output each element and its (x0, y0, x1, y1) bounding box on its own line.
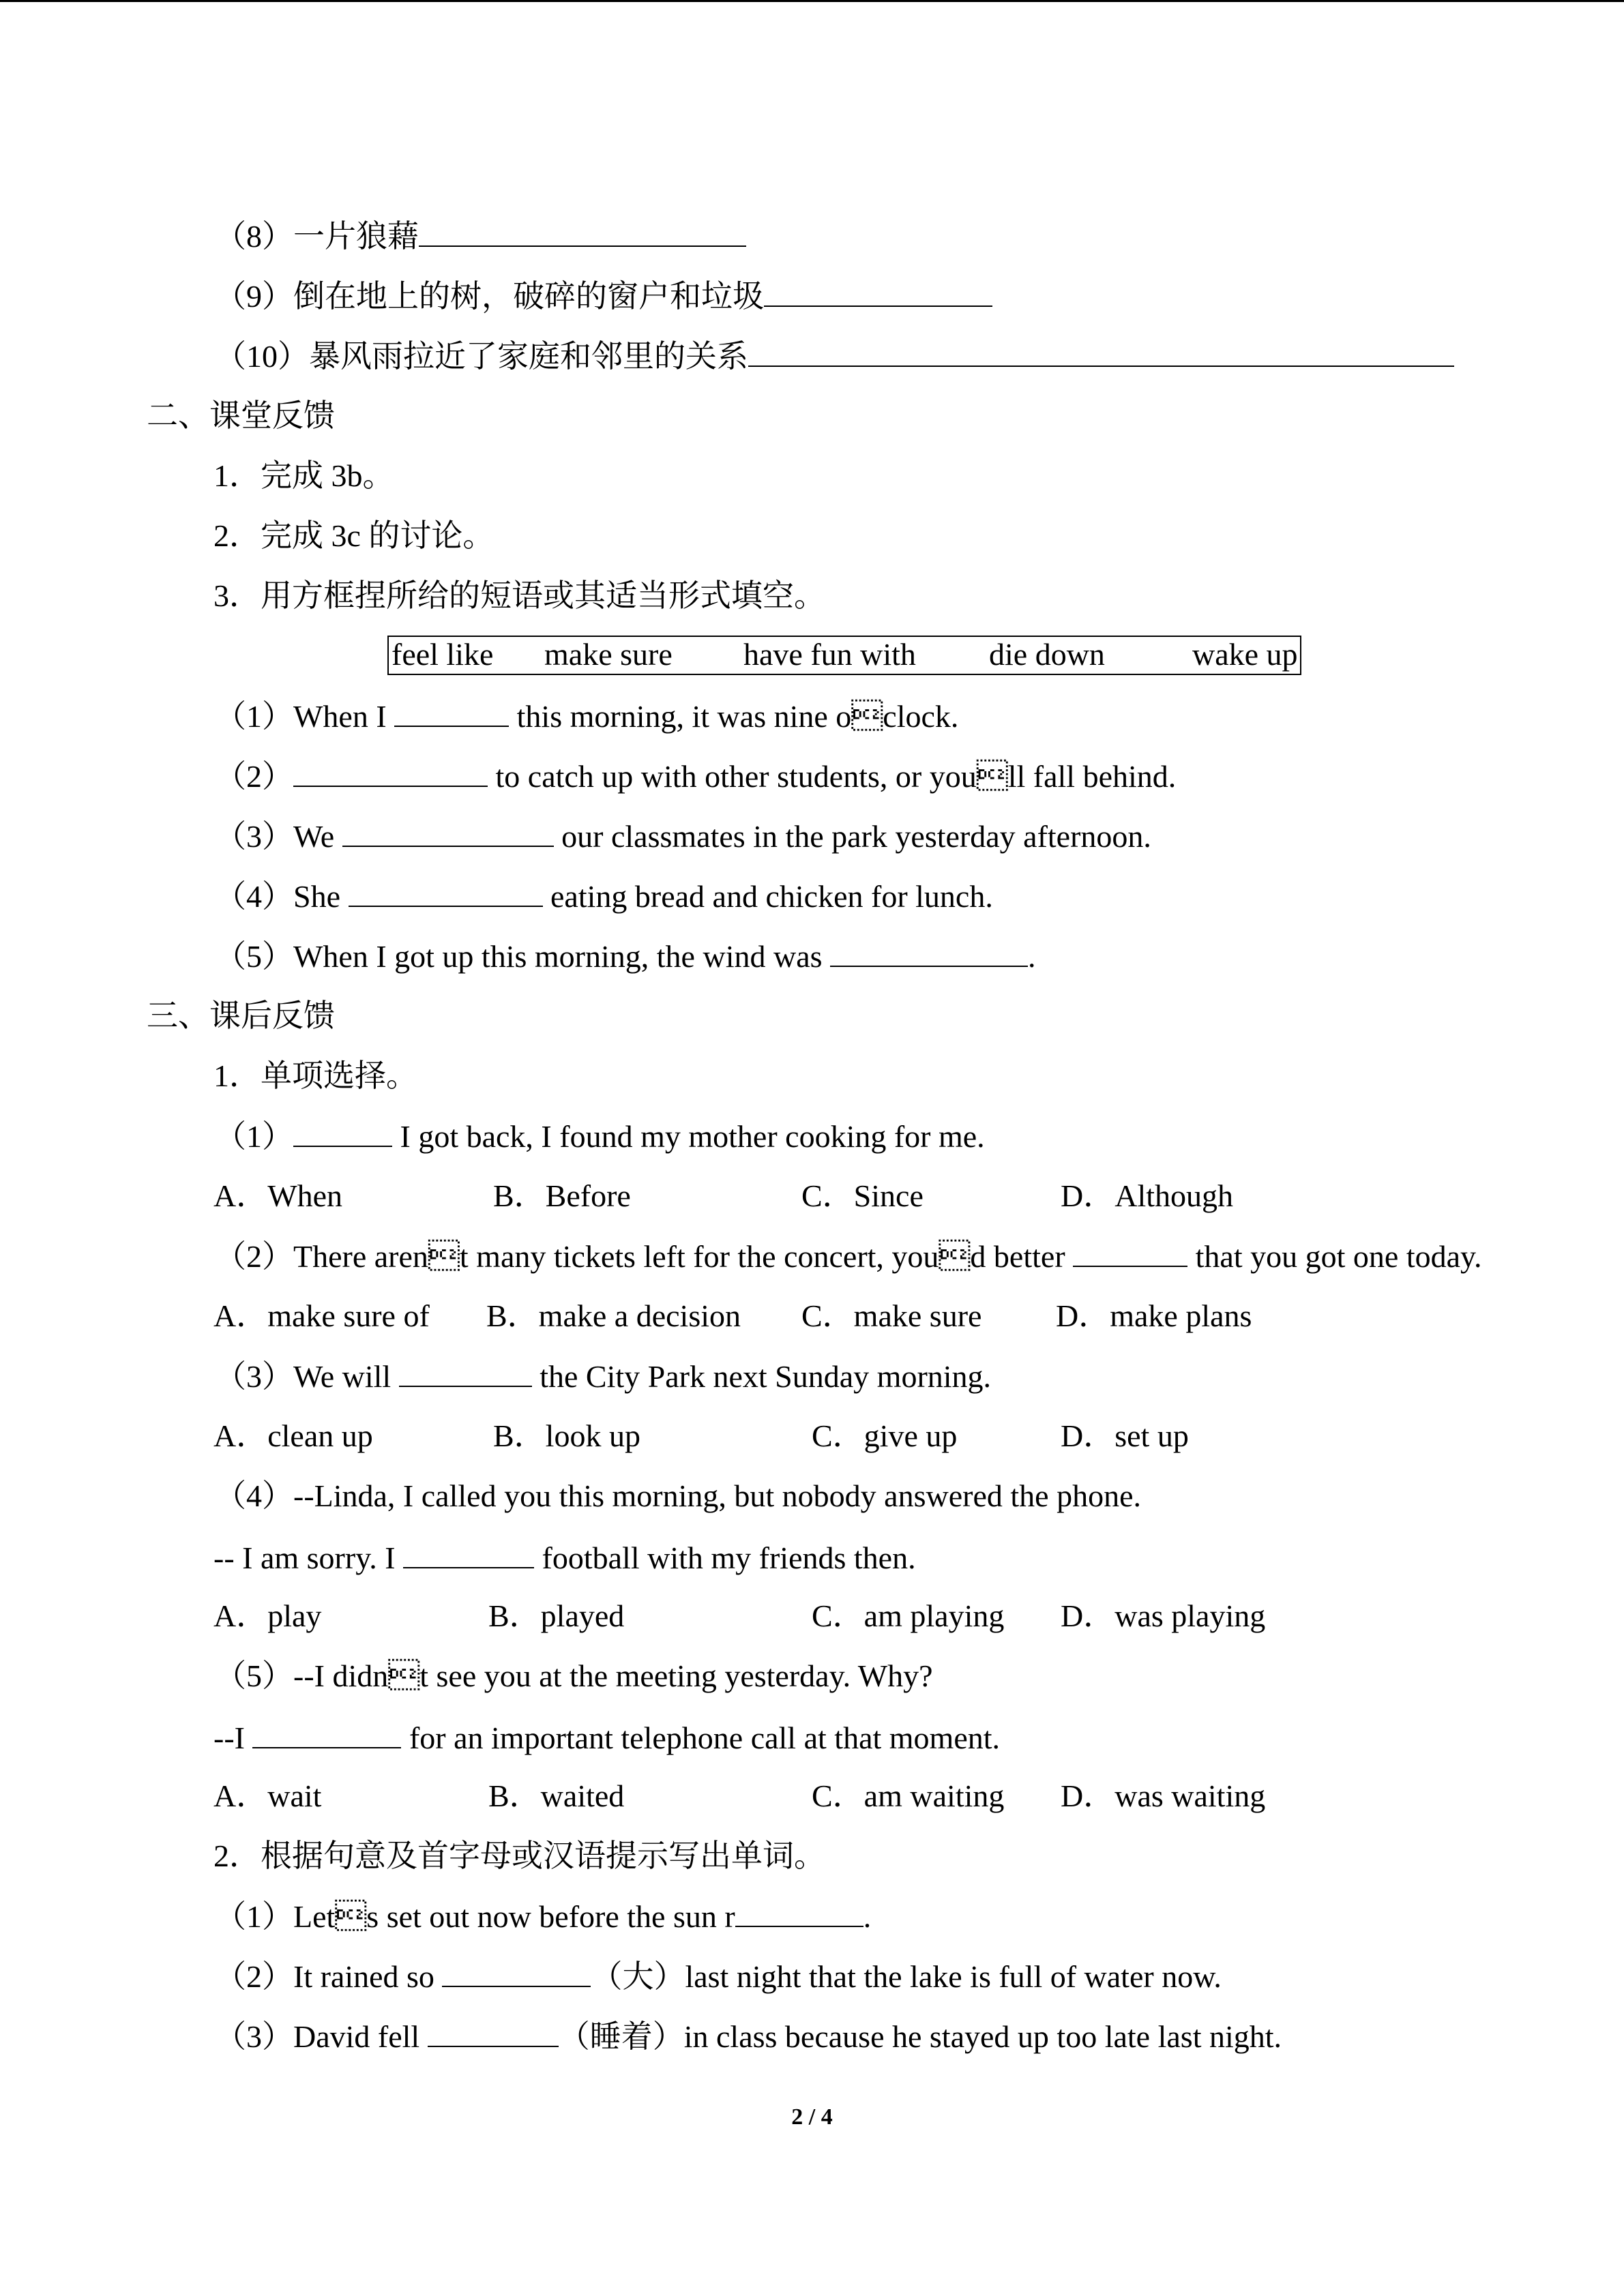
mc-question-4: （4）--Linda, I called you this morning, but nobody answered the phone. (215, 1478, 1141, 1513)
answer-blank[interactable] (735, 1896, 863, 1927)
task-2-2: 2．完成 3c 的讨论。 (213, 518, 494, 553)
word-fill-2: （2）It rained so （大）last night that the lake is full of water now. (215, 1956, 1222, 1997)
answer-blank[interactable] (830, 936, 1028, 967)
phrase: die down (989, 637, 1105, 672)
mc-question-2: （2）There arent many tickets left for the concert, youd better that you got one today. (215, 1236, 1482, 1277)
answer-blank[interactable] (399, 1356, 532, 1387)
answer-blank[interactable] (252, 1717, 401, 1748)
fill-question-2: （2） to catch up with other students, or youll fall behind. (215, 756, 1176, 797)
mc-question-3: （3）We will the City Park next Sunday morning. (215, 1356, 991, 1397)
mc-option[interactable]: B．Before (493, 1178, 631, 1213)
vocab-item-8: （8）一片狼藉 (215, 215, 746, 257)
mc-option[interactable]: D．make plans (1056, 1298, 1252, 1333)
mc-option[interactable]: B．look up (493, 1418, 640, 1453)
mc-question-1: （1） I got back, I found my mother cooking for me. (215, 1116, 985, 1157)
section-heading-2: 二、课堂反馈 (147, 398, 335, 433)
mc-option[interactable]: A．play (213, 1598, 322, 1633)
mc-option[interactable]: A．make sure of (213, 1298, 430, 1333)
task-3-1: 1．单项选择。 (213, 1058, 417, 1093)
answer-blank[interactable] (764, 275, 992, 307)
mc-option[interactable]: C．Since (801, 1178, 924, 1213)
fill-question-3: （3）We our classmates in the park yesterday afternoon. (215, 816, 1151, 857)
mc-option[interactable]: C．give up (812, 1418, 958, 1453)
mc-option[interactable]: C．make sure (801, 1298, 982, 1333)
fill-question-5: （5）When I got up this morning, the wind was . (215, 936, 1036, 977)
answer-blank[interactable] (428, 2016, 559, 2047)
mc-option[interactable]: C．am waiting (812, 1778, 1005, 1813)
answer-blank[interactable] (748, 336, 1454, 367)
answer-blank[interactable] (419, 215, 746, 247)
mc-option[interactable]: D．set up (1061, 1418, 1189, 1453)
mc-reply-5: --I for an important telephone call at that moment. (213, 1717, 1000, 1759)
phrase: wake up (1192, 637, 1298, 672)
word-fill-3: （3）David fell （睡着）in class because he stayed up too late last night. (215, 2016, 1282, 2057)
task-2-1: 1．完成 3b。 (213, 458, 394, 493)
answer-blank[interactable] (293, 756, 488, 787)
fill-question-4: （4）She eating bread and chicken for lunch. (215, 876, 993, 917)
mc-option[interactable]: B．make a decision (486, 1298, 741, 1333)
mc-option[interactable]: D．was playing (1061, 1598, 1266, 1633)
mc-option[interactable]: D．was waiting (1061, 1778, 1266, 1813)
mc-option[interactable]: B．waited (488, 1778, 625, 1813)
task-2-3: 3．用方框捏所给的短语或其适当形式填空。 (213, 578, 825, 613)
vocab-item-9: （9）倒在地上的树，破碎的窗户和垃圾 (215, 275, 992, 317)
answer-blank[interactable] (293, 1116, 392, 1147)
section-heading-3: 三、课后反馈 (147, 998, 335, 1033)
mc-option[interactable]: D．Although (1061, 1178, 1233, 1213)
fill-question-1: （1）When I this morning, it was nine oclock. (215, 696, 958, 737)
task-3-2: 2．根据句意及首字母或汉语提示写出单词。 (213, 1838, 825, 1873)
page-number: 2 / 4 (791, 2104, 833, 2130)
mc-option[interactable]: A．wait (213, 1778, 322, 1813)
answer-blank[interactable] (349, 876, 543, 907)
mc-question-5: （5）--I didnt see you at the meeting yesterday. Why? (215, 1658, 933, 1693)
answer-blank[interactable] (342, 816, 554, 847)
mc-option[interactable]: B．played (488, 1598, 625, 1633)
answer-blank[interactable] (394, 696, 509, 727)
phrase: feel like (392, 637, 494, 672)
mc-option[interactable]: C．am playing (812, 1598, 1005, 1633)
phrase: make sure (544, 637, 673, 672)
answer-blank[interactable] (442, 1956, 591, 1987)
phrase-box (387, 636, 1301, 675)
answer-blank[interactable] (403, 1537, 534, 1568)
mc-reply-4: -- I am sorry. I football with my friends then. (213, 1537, 916, 1579)
vocab-item-10: （10）暴风雨拉近了家庭和邻里的关系 (215, 336, 1454, 377)
answer-blank[interactable] (1073, 1236, 1187, 1267)
mc-option[interactable]: A．When (213, 1178, 343, 1213)
word-fill-1: （1）Lets set out now before the sun r . (215, 1896, 871, 1937)
mc-option[interactable]: A．clean up (213, 1418, 373, 1453)
phrase: have fun with (743, 637, 916, 672)
top-border (0, 0, 1624, 2)
